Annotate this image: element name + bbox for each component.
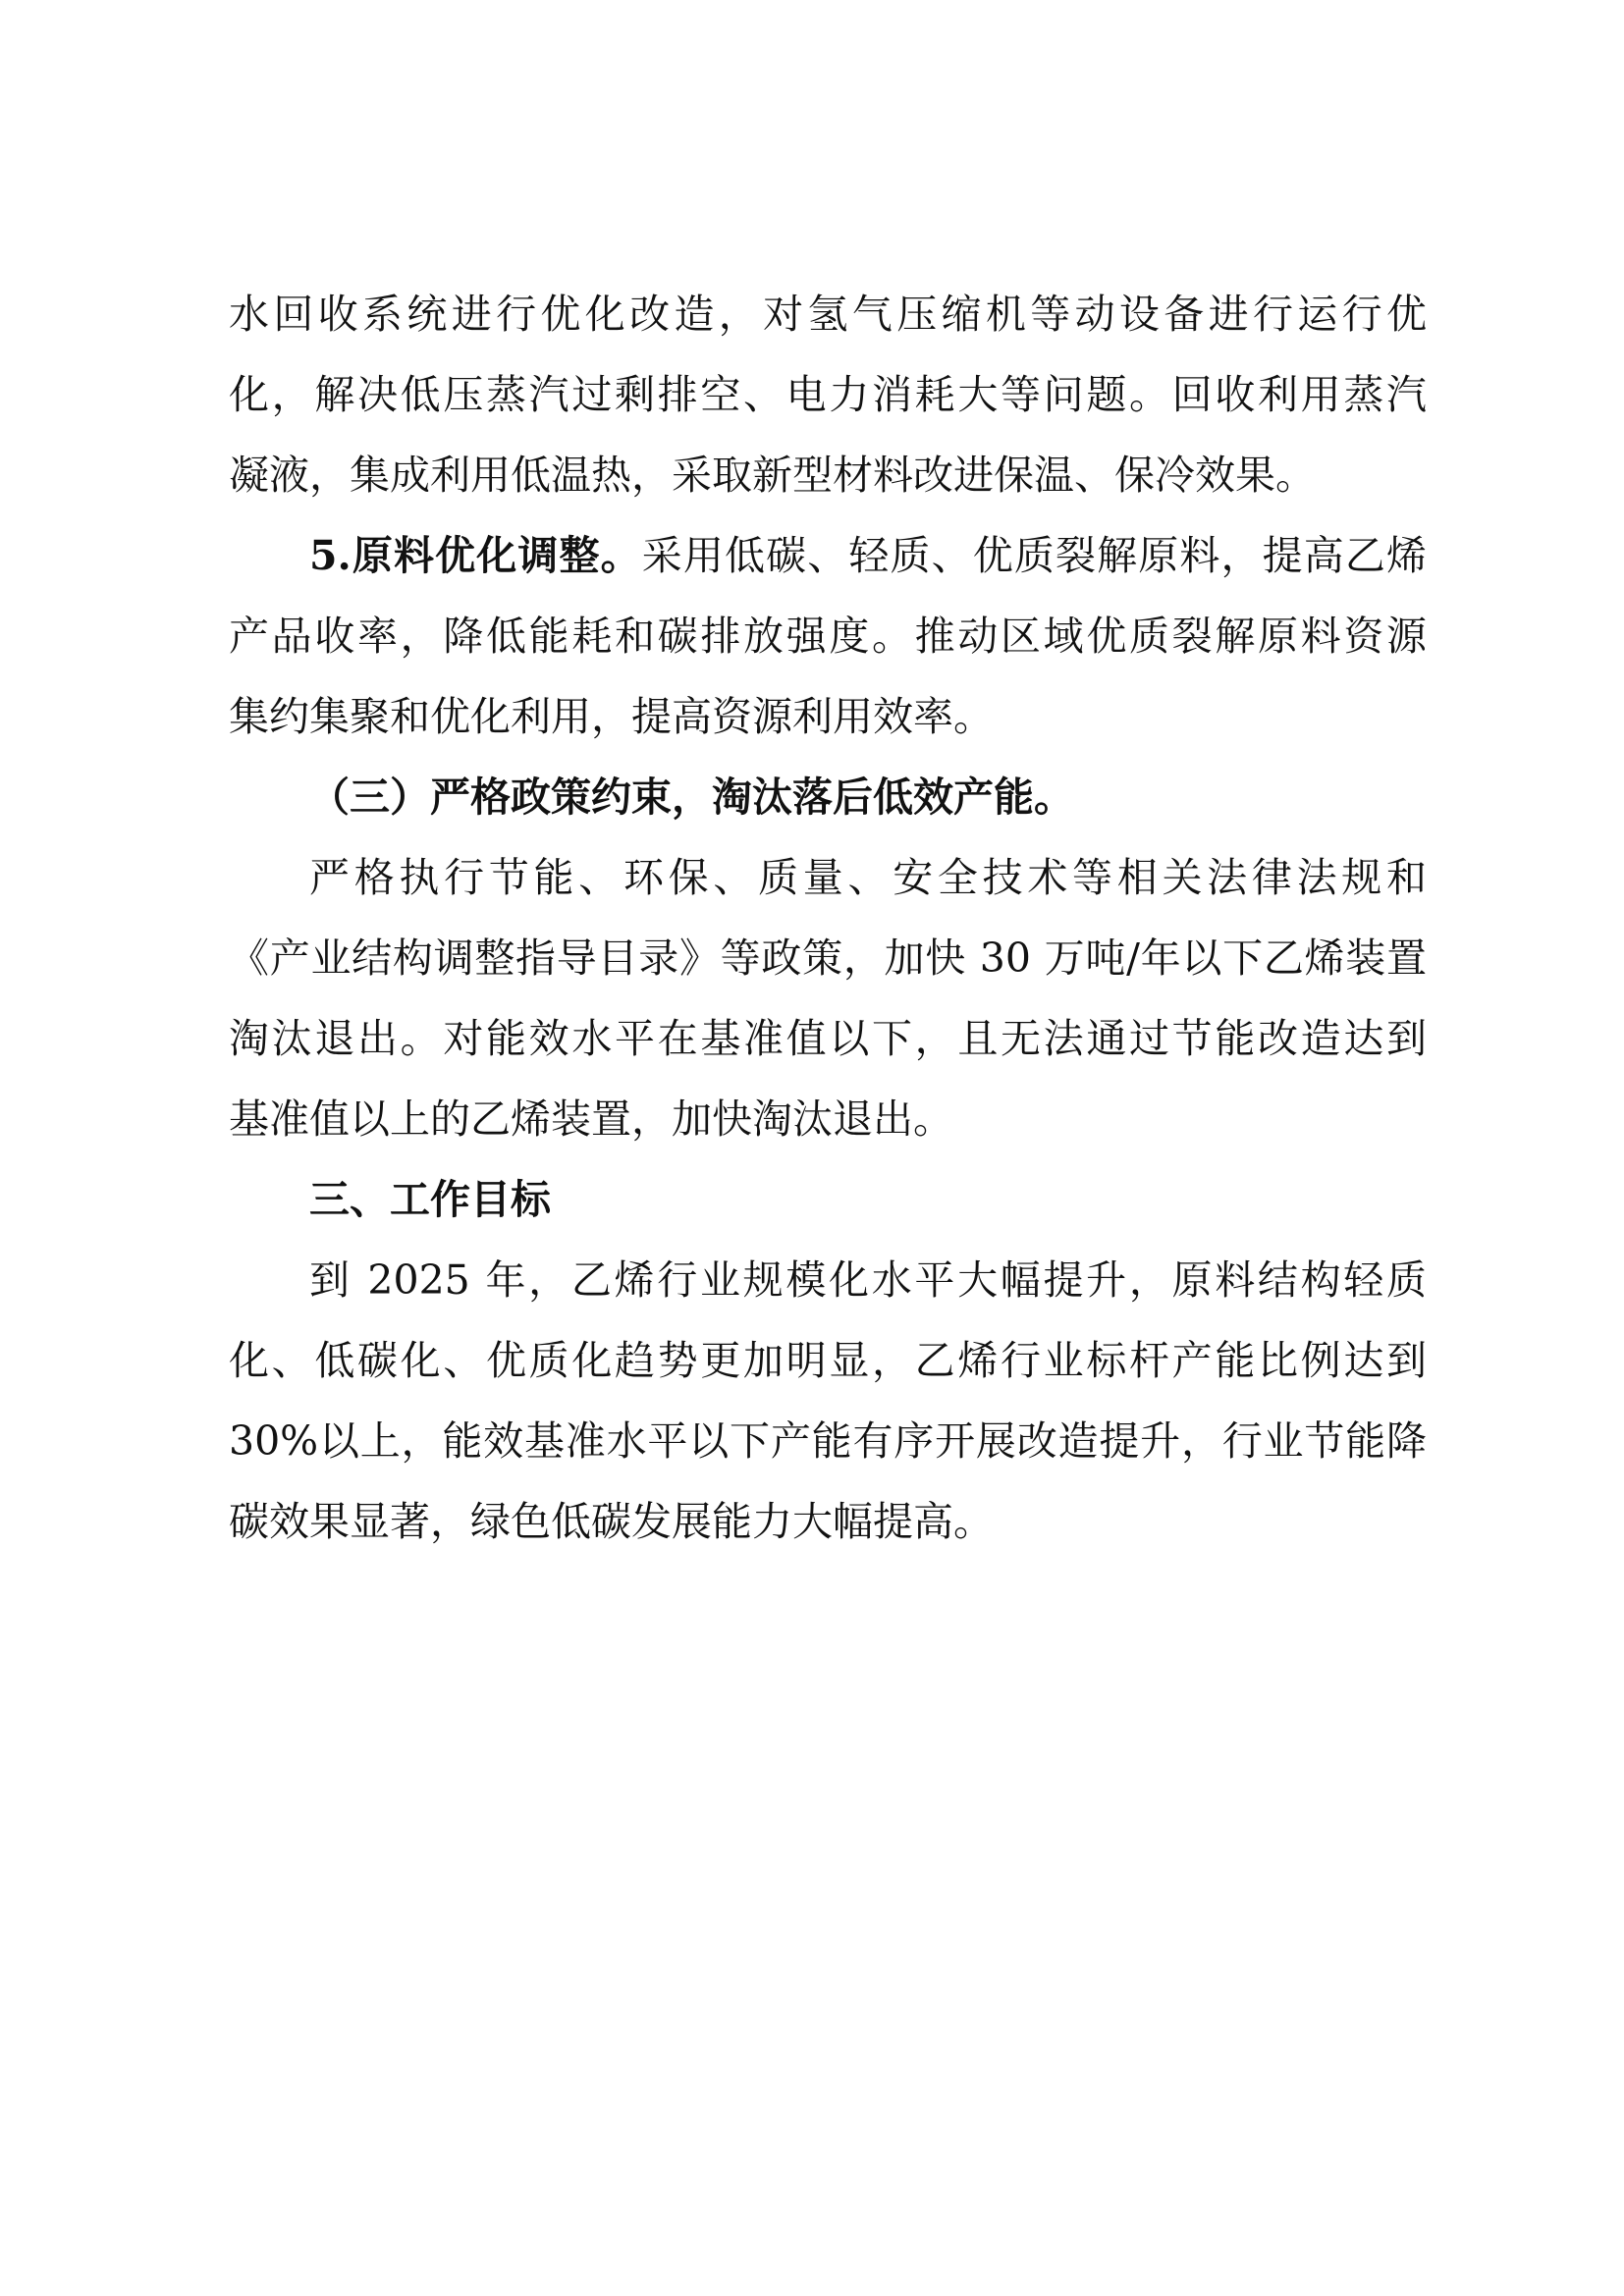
item-5-title: 5.原料优化调整。 <box>309 532 642 579</box>
body-text-line: 凝液，集成利用低温热，采取新型材料改进保温、保冷效果。 <box>229 452 1316 499</box>
body-text-line: 《产业结构调整指导目录》等政策，加快 30 万吨/年以下乙烯装置 <box>229 934 1427 982</box>
section-heading: 三、工作目标 <box>309 1176 551 1223</box>
body-text-line: 化、低碳化、优质化趋势更加明显，乙烯行业标杆产能比例达到 <box>229 1337 1427 1384</box>
body-text-line: 化，解决低压蒸汽过剩排空、电力消耗大等问题。回收利用蒸汽 <box>229 371 1427 418</box>
item-5-text: 采用低碳、轻质、优质裂解原料，提高乙烯 <box>641 532 1428 579</box>
body-text-line: 碳效果显著，绿色低碳发展能力大幅提高。 <box>229 1498 994 1545</box>
item-5-first-line <box>309 531 1427 580</box>
subsection-heading: （三）严格政策约束，淘汰落后低效产能。 <box>309 774 1074 821</box>
body-text-line: 基准值以上的乙烯装置，加快淘汰退出。 <box>229 1095 953 1143</box>
body-text-line: 集约集聚和优化利用，提高资源利用效率。 <box>229 693 994 740</box>
body-text-line: 产品收率，降低能耗和碳排放强度。推动区域优质裂解原料资源 <box>229 613 1427 660</box>
body-text-line: 淘汰退出。对能效水平在基准值以下，且无法通过节能改造达到 <box>229 1015 1427 1062</box>
body-text-line: 到 2025 年，乙烯行业规模化水平大幅提升，原料结构轻质 <box>309 1256 1427 1304</box>
body-text-line: 30%以上，能效基准水平以下产能有序开展改造提升，行业节能降 <box>229 1417 1427 1465</box>
body-text-line: 严格执行节能、环保、质量、安全技术等相关法律法规和 <box>309 854 1427 901</box>
body-text-line: 水回收系统进行优化改造，对氢气压缩机等动设备进行运行优 <box>229 291 1427 338</box>
